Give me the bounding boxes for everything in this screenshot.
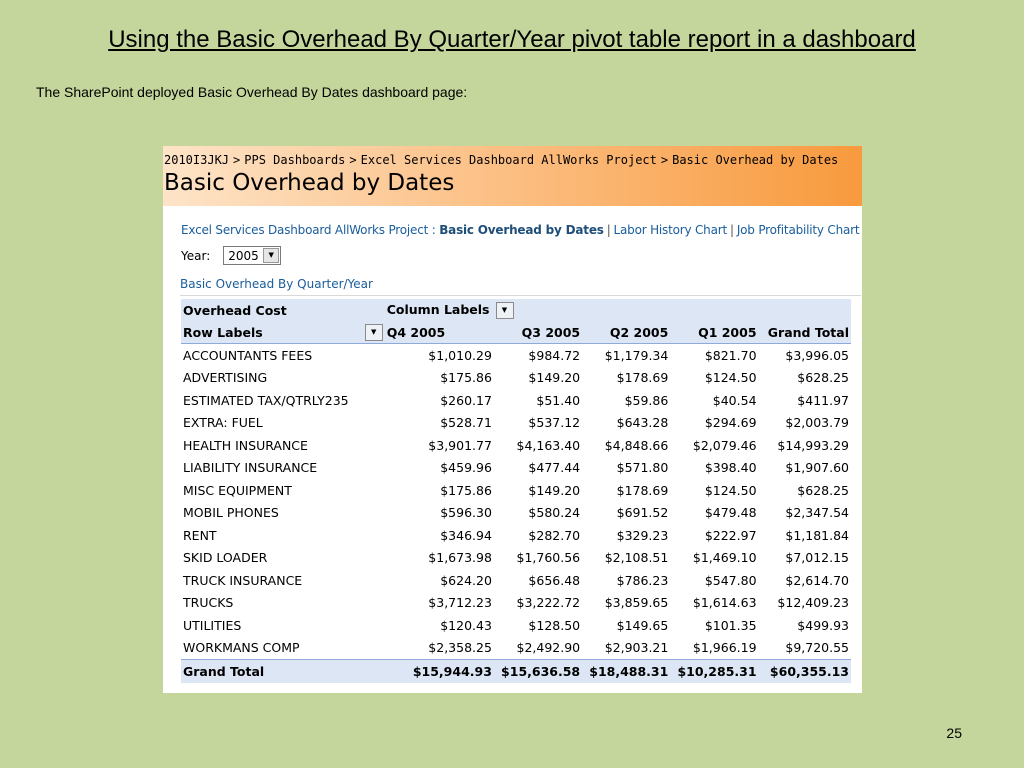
year-filter-label: Year: [181, 248, 211, 263]
slide-subtitle: The SharePoint deployed Basic Overhead By Dates dashboard page: [36, 84, 468, 100]
value-cell: $1,614.63 [692, 595, 757, 611]
value-cell: $18,488.31 [582, 660, 670, 683]
value-cell: $1,907.60 [785, 460, 849, 476]
value-cell: $691.52 [616, 505, 669, 521]
chevron-down-icon[interactable]: ▼ [263, 248, 279, 263]
column-header: Q4 2005 [385, 321, 494, 344]
value-cell: $499.93 [797, 617, 849, 633]
row-label: SKID LOADER [183, 550, 268, 566]
value-cell: $459.96 [440, 460, 492, 476]
table-row [181, 569, 851, 592]
row-label: UTILITIES [183, 617, 242, 633]
divider [180, 295, 861, 296]
year-select[interactable] [223, 246, 281, 265]
row-label: ACCOUNTANTS FEES [183, 347, 313, 363]
value-cell: $128.50 [528, 617, 581, 633]
value-cell: $1,966.19 [692, 640, 757, 656]
value-cell: $101.35 [704, 617, 757, 633]
row-label: ESTIMATED TAX/QTRLY235 [183, 392, 349, 408]
value-cell: $628.25 [797, 370, 849, 386]
value-cell: $175.86 [440, 370, 492, 386]
value-cell: $624.20 [440, 572, 492, 588]
value-cell: $643.28 [616, 415, 669, 431]
value-cell: $786.23 [616, 572, 669, 588]
nav-project-link[interactable]: Excel Services Dashboard AllWorks Project : [181, 223, 436, 237]
pivot-table [181, 299, 851, 683]
value-cell: $9,720.55 [785, 640, 849, 656]
dashboard-screenshot [163, 146, 862, 693]
value-cell: $479.48 [704, 505, 757, 521]
value-cell: $537.12 [528, 415, 581, 431]
column-header: Grand Total [759, 321, 851, 344]
value-cell: $528.71 [440, 415, 492, 431]
value-cell: $10,285.31 [670, 660, 758, 683]
breadcrumb [164, 153, 838, 167]
table-row [181, 502, 851, 525]
column-labels-cell [385, 299, 851, 321]
table-row [181, 434, 851, 457]
table-row [181, 367, 851, 390]
breadcrumb-separator: > [349, 153, 357, 167]
page-banner [163, 146, 862, 206]
value-cell: $1,010.29 [428, 347, 492, 363]
slide-title: Using the Basic Overhead By Quarter/Year pivot table report in a dashboard [108, 26, 916, 53]
nav-separator: | [606, 223, 611, 237]
measure-label: Overhead Cost [181, 299, 385, 321]
value-cell: $571.80 [616, 460, 669, 476]
value-cell: $1,179.34 [604, 347, 669, 363]
value-cell: $596.30 [440, 505, 492, 521]
row-label: RENT [183, 527, 217, 543]
value-cell: $2,492.90 [516, 640, 581, 656]
value-cell: $477.44 [528, 460, 581, 476]
table-row [181, 412, 851, 435]
value-cell: $149.65 [616, 617, 669, 633]
value-cell: $178.69 [616, 370, 669, 386]
table-row [181, 547, 851, 570]
value-cell: $294.69 [704, 415, 757, 431]
page-number: 25 [946, 725, 962, 741]
column-header: Q3 2005 [494, 321, 582, 344]
row-label: MISC EQUIPMENT [183, 482, 292, 498]
nav-link-job-profitability[interactable]: Job Profitability Chart [736, 223, 860, 237]
value-cell: $15,944.93 [385, 660, 494, 683]
value-cell: $60,355.13 [759, 660, 851, 683]
value-cell: $3,222.72 [516, 595, 581, 611]
value-cell: $398.40 [704, 460, 757, 476]
year-select-value: 2005 [228, 248, 259, 263]
value-cell: $2,358.25 [428, 640, 492, 656]
column-labels-label: Column Labels [386, 301, 490, 317]
pivot-header-row-2 [181, 321, 851, 344]
row-label: LIABILITY INSURANCE [183, 460, 318, 476]
value-cell: $3,712.23 [428, 595, 492, 611]
row-label: TRUCK INSURANCE [183, 572, 303, 588]
value-cell: $149.20 [528, 370, 581, 386]
table-row [181, 344, 851, 367]
value-cell: $346.94 [440, 527, 492, 543]
value-cell: $282.70 [528, 527, 581, 543]
breadcrumb-item-pps-dashboards[interactable]: PPS Dashboards [244, 153, 346, 167]
value-cell: $2,003.79 [785, 415, 849, 431]
table-row [181, 524, 851, 547]
value-cell: $547.80 [704, 572, 757, 588]
value-cell: $120.43 [440, 617, 492, 633]
value-cell: $329.23 [616, 527, 669, 543]
row-label: HEALTH INSURANCE [183, 437, 308, 453]
value-cell: $149.20 [528, 482, 581, 498]
value-cell: $14,993.29 [777, 437, 849, 453]
breadcrumb-separator: > [660, 153, 669, 167]
value-cell: $580.24 [528, 505, 581, 521]
value-cell: $2,079.46 [692, 437, 757, 453]
value-cell: $260.17 [440, 392, 492, 408]
row-label: EXTRA: FUEL [183, 415, 263, 431]
value-cell: $7,012.15 [785, 550, 849, 566]
table-row [181, 389, 851, 412]
value-cell: $59.86 [624, 392, 669, 408]
breadcrumb-item-current: Basic Overhead by Dates [672, 153, 839, 167]
value-cell: $3,901.77 [428, 437, 492, 453]
table-row [181, 457, 851, 480]
value-cell: $12,409.23 [777, 595, 849, 611]
value-cell: $178.69 [616, 482, 669, 498]
table-row [181, 592, 851, 615]
value-cell: $51.40 [536, 392, 581, 408]
value-cell: $222.97 [704, 527, 757, 543]
value-cell: $4,163.40 [516, 437, 581, 453]
pivot-header-row-1 [181, 299, 851, 321]
value-cell: $821.70 [704, 347, 757, 363]
nav-separator: | [729, 223, 734, 237]
value-cell: $3,859.65 [604, 595, 669, 611]
value-cell: $1,181.84 [785, 527, 849, 543]
value-cell: $2,614.70 [785, 572, 849, 588]
value-cell: $3,996.05 [785, 347, 849, 363]
dashboard-nav [181, 223, 859, 237]
column-header: Q2 2005 [582, 321, 670, 344]
nav-link-labor-history[interactable]: Labor History Chart [613, 223, 727, 237]
value-cell: $2,903.21 [604, 640, 669, 656]
breadcrumb-item-site[interactable]: 2010I3JKJ [164, 153, 230, 167]
row-labels-cell [181, 321, 385, 344]
nav-current-page: Basic Overhead by Dates [439, 223, 604, 237]
value-cell: $628.25 [797, 482, 849, 498]
page-title: Basic Overhead by Dates [164, 170, 455, 196]
row-label: MOBIL PHONES [183, 505, 279, 521]
value-cell: $1,469.10 [692, 550, 757, 566]
row-label: ADVERTISING [183, 370, 268, 386]
value-cell: $124.50 [704, 370, 757, 386]
table-row [181, 479, 851, 502]
value-cell: $175.86 [440, 482, 492, 498]
breadcrumb-separator: > [233, 153, 241, 167]
value-cell: $2,347.54 [785, 505, 849, 521]
row-label: TRUCKS [183, 595, 234, 611]
row-filter-dropdown-icon[interactable]: ▼ [365, 324, 383, 341]
row-label: Grand Total [181, 660, 385, 683]
table-row [181, 614, 851, 637]
table-row [181, 637, 851, 660]
value-cell: $2,108.51 [604, 550, 669, 566]
row-label: WORKMANS COMP [183, 640, 300, 656]
value-cell: $15,636.58 [494, 660, 582, 683]
column-filter-dropdown-icon[interactable]: ▼ [496, 302, 514, 319]
value-cell: $1,673.98 [428, 550, 492, 566]
column-header: Q1 2005 [670, 321, 758, 344]
value-cell: $656.48 [528, 572, 581, 588]
value-cell: $124.50 [704, 482, 757, 498]
value-cell: $984.72 [528, 347, 581, 363]
grand-total-row [181, 660, 851, 683]
row-labels-label: Row Labels [183, 324, 263, 340]
year-filter [181, 246, 281, 265]
value-cell: $40.54 [712, 392, 757, 408]
value-cell: $411.97 [797, 392, 849, 408]
report-title: Basic Overhead By Quarter/Year [180, 277, 373, 291]
value-cell: $1,760.56 [516, 550, 581, 566]
value-cell: $4,848.66 [604, 437, 669, 453]
breadcrumb-item-project[interactable]: Excel Services Dashboard AllWorks Project [360, 153, 657, 167]
